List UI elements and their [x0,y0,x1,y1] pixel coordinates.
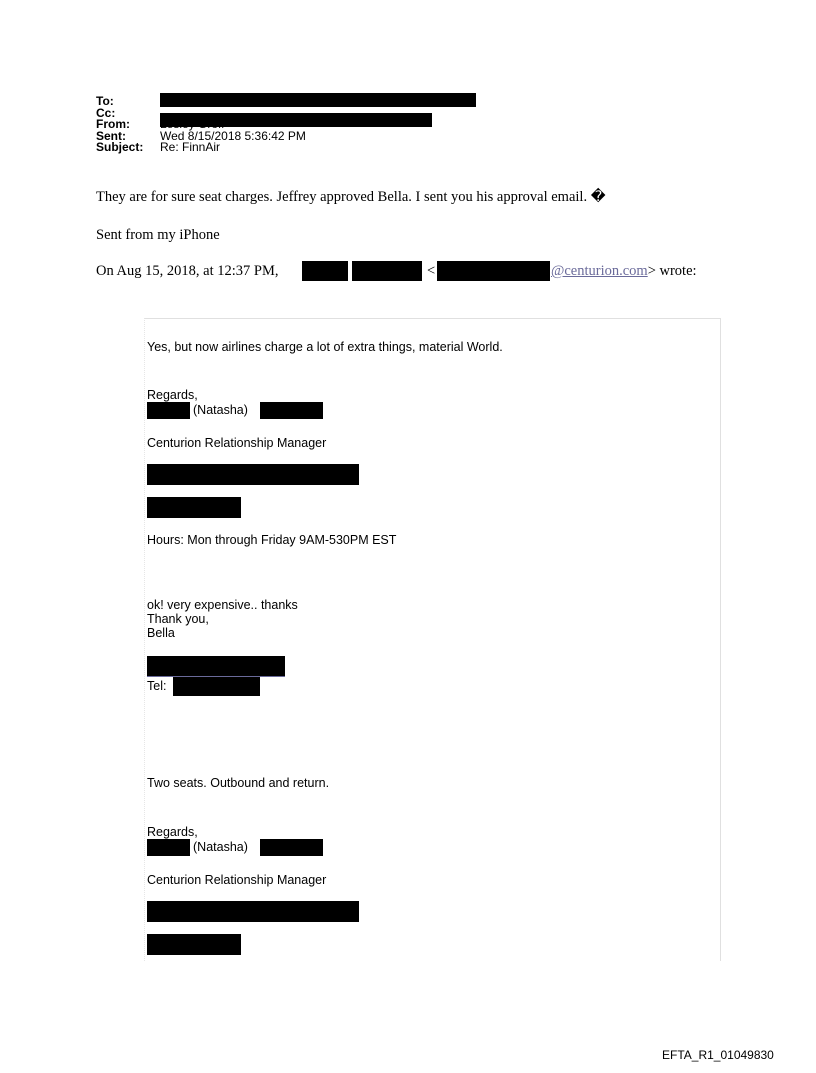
redaction-tel [173,677,260,696]
cc-label: Cc: [96,105,116,120]
regards-1: Regards, [147,388,198,402]
redaction-bella-link [147,656,285,676]
body-line-1: They are for sure seat charges. Jeffrey approved Bella. I sent you his approval email. � [96,189,606,205]
redaction-sig-last-1 [260,402,323,419]
sent-label: Sent: [96,128,126,143]
title-2: Centurion Relationship Manager [147,873,327,887]
redaction-sig-line-2b [147,934,241,955]
regards-2: Regards, [147,825,198,839]
redaction-sig-last-2 [260,839,323,856]
to-label: To: [96,94,114,108]
subject-label: Subject: [96,140,144,154]
redaction-to-name [160,93,476,107]
two-seats-line: Two seats. Outbound and return. [147,776,330,790]
subject-row [96,142,306,154]
reply-line [96,263,278,280]
reply-prefix: On Aug 15, 2018, at 12:37 PM, [96,263,279,279]
reply-email-suffix [551,263,697,280]
redaction-reply-email [437,261,550,281]
redaction-sig-line-1a [147,464,359,485]
thanks-line: Thank you, [147,612,209,626]
reply-wrote: > wrote: [647,263,697,279]
body-line-2: Sent from my iPhone [96,227,220,243]
redaction-sig-line-1b [147,497,241,518]
ok-line: ok! very expensive.. thanks [147,598,298,612]
title-1: Centurion Relationship Manager [147,436,327,450]
tel-label: Tel: [147,679,167,693]
redaction-reply-first [302,261,348,281]
redaction-sig-first-2 [147,839,190,856]
redaction-cc [160,113,432,127]
sent-value: Wed 8/15/2018 5:36:42 PM [160,128,306,143]
redaction-reply-last [352,261,422,281]
redaction-sig-line-2a [147,901,359,922]
subject-value: Re: FinnAir [160,140,221,154]
from-label: From: [96,117,130,131]
redaction-sig-first-1 [147,402,190,419]
quoted-p1: Yes, but now airlines charge a lot of extra things, material World. [147,340,503,354]
reply-lt: < [427,263,436,279]
document-id: EFTA_R1_01049830 [662,1048,774,1062]
bella-line: Bella [147,626,175,640]
natasha-2: (Natasha) [193,840,248,854]
natasha-1: (Natasha) [193,403,248,417]
hours-line: Hours: Mon through Friday 9AM-530PM EST [147,533,397,547]
reply-email-link[interactable]: @centurion.com [551,263,648,279]
